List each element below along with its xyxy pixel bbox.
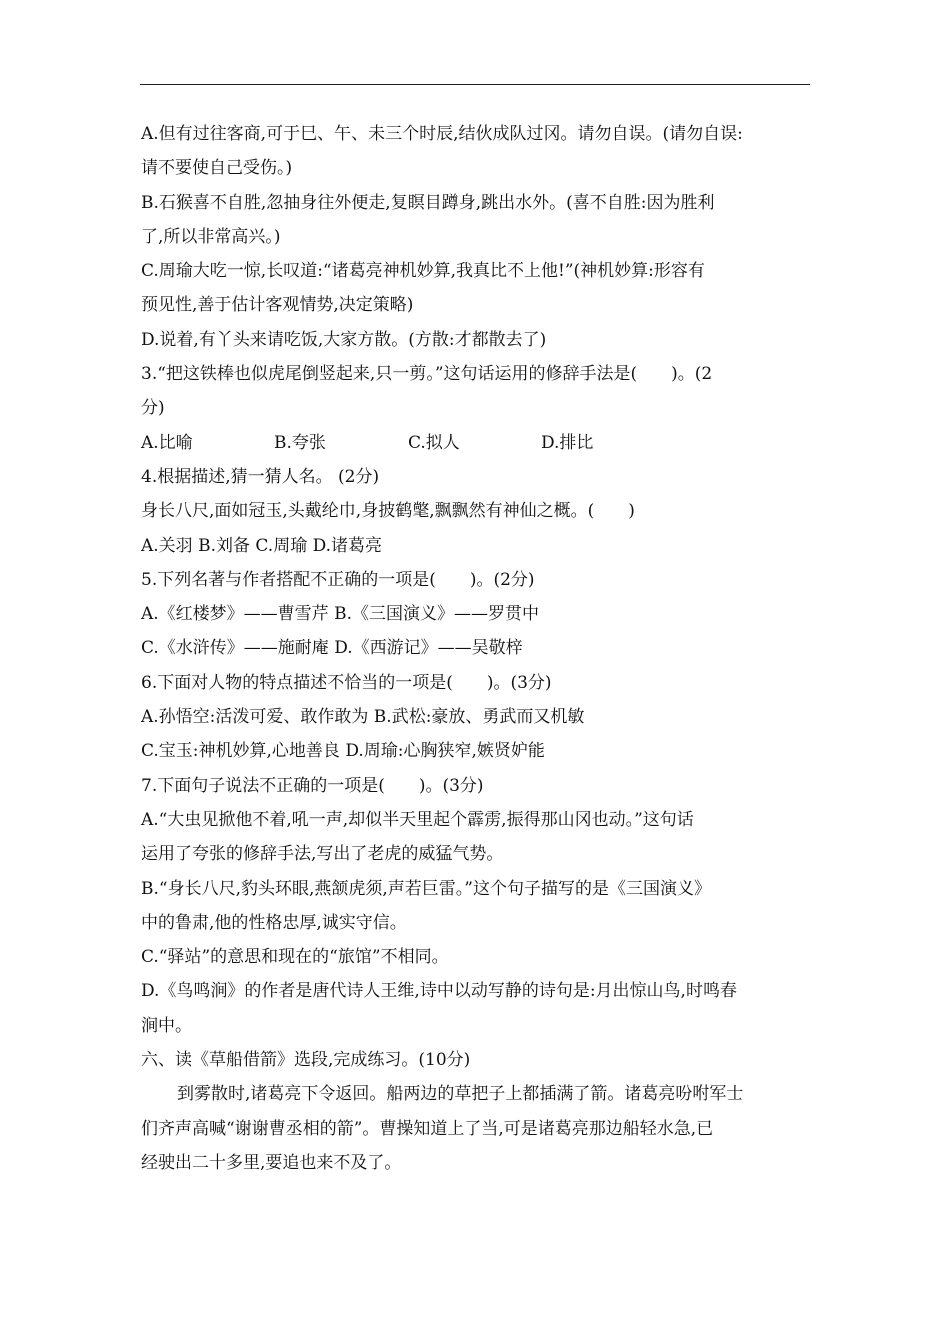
q3-option-a: A.比喻 [141, 432, 193, 453]
q6-stem: 6.下面对人物的特点描述不恰当的一项是( )。(3分) [141, 672, 552, 693]
q2-option-b-line-2: 了,所以非常高兴。) [141, 226, 281, 247]
section-6-heading: 六、读《草船借箭》选段,完成练习。(10分) [141, 1050, 471, 1071]
q2-option-b-line-1: B.石猴喜不自胜,忽抽身往外便走,复瞑目蹲身,跳出水外。(喜不自胜:因为胜利 [141, 192, 715, 213]
q7-option-a-line-2: 运用了夸张的修辞手法,写出了老虎的威猛气势。 [141, 844, 504, 865]
q6-options-cd: C.宝玉:神机妙算,心地善良 D.周瑜:心胸狭窄,嫉贤妒能 [141, 741, 545, 762]
q2-option-c-line-2: 预见性,善于估计客观情势,决定策略) [141, 295, 414, 316]
q5-options-ab: A.《红楼梦》——曹雪芹 B.《三国演义》——罗贯中 [141, 604, 539, 625]
q7-option-c: C.“驿站”的意思和现在的“旅馆”不相同。 [141, 947, 449, 968]
q3-options [141, 426, 813, 460]
q3-option-b: B.夸张 [274, 432, 326, 453]
q4-options: A.关羽 B.刘备 C.周瑜 D.诸葛亮 [141, 535, 383, 556]
q7-option-b-line-1: B.“身长八尺,豹头环眼,燕颔虎须,声若巨雷。”这个句子描写的是《三国演义》 [141, 878, 711, 899]
q5-stem: 5.下列名著与作者搭配不正确的一项是( )。(2分) [141, 569, 535, 590]
q2-option-a-line-1: A.但有过往客商,可于巳、午、未三个时辰,结伙成队过冈。请勿自误。(请勿自误: [141, 124, 743, 144]
header-rule [140, 84, 810, 85]
q7-option-b-line-2: 中的鲁肃,他的性格忠厚,诚实守信。 [141, 912, 407, 933]
q7-option-d-line-2: 涧中。 [141, 1015, 192, 1036]
q3-option-d: D.排比 [541, 432, 594, 453]
q5-options-cd: C.《水浒传》——施耐庵 D.《西游记》——吴敬梓 [141, 638, 523, 659]
document-body [141, 117, 813, 1180]
q4-stem: 4.根据描述,猜一猜人名。 (2分) [141, 466, 380, 487]
q7-stem: 7.下面句子说法不正确的一项是( )。(3分) [141, 775, 484, 796]
q2-option-d: D.说着,有丫头来请吃饭,大家方散。(方散:才都散去了) [141, 329, 547, 350]
q2-option-a-line-2: 请不要使自己受伤。) [141, 158, 293, 179]
passage-line-3: 经驶出二十多里,要追也来不及了。 [141, 1152, 402, 1173]
passage-line-1: 到雾散时,诸葛亮下令返回。船两边的草把子上都插满了箭。诸葛亮吩咐军士 [177, 1084, 744, 1105]
q7-option-d-line-1: D.《鸟鸣涧》的作者是唐代诗人王维,诗中以动写静的诗句是:月出惊山鸟,时鸣春 [141, 981, 737, 1002]
q3-option-c: C.拟人 [408, 432, 460, 453]
q3-stem-line-1: 3.“把这铁棒也似虎尾倒竖起来,只一剪。”这句话运用的修辞手法是( )。(2 [141, 364, 713, 385]
q2-option-c-line-1: C.周瑜大吃一惊,长叹道:“诸葛亮神机妙算,我真比不上他!”(神机妙算:形容有 [141, 261, 705, 282]
q6-options-ab: A.孙悟空:活泼可爱、敢作敢为 B.武松:豪放、勇武而又机敏 [141, 707, 585, 728]
q4-description: 身长八尺,面如冠玉,头戴纶巾,身披鹤氅,飘飘然有神仙之概。( ) [141, 501, 635, 522]
q7-option-a-line-1: A.“大虫见掀他不着,吼一声,却似半天里起个霹雳,振得那山冈也动。”这句话 [141, 809, 694, 830]
q3-stem-line-2: 分) [141, 398, 165, 419]
passage-line-2: 们齐声高喊“谢谢曹丞相的箭”。曹操知道上了当,可是诸葛亮那边船轻水急,已 [141, 1118, 714, 1139]
